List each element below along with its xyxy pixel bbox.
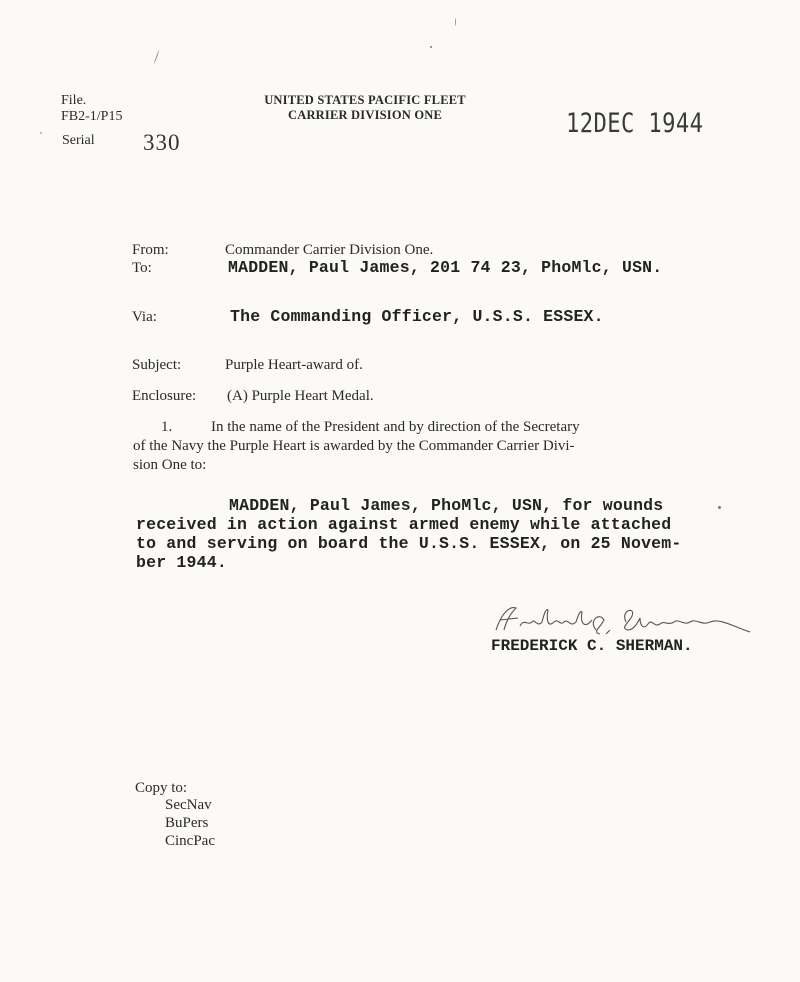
citation xyxy=(136,496,716,572)
citation-line-2: received in action against armed enemy while attached xyxy=(136,515,672,534)
serial-number: 330 xyxy=(143,130,181,155)
via-label: Via: xyxy=(132,309,157,325)
copy-to-label: Copy to: xyxy=(135,780,188,796)
paper-mark xyxy=(718,506,721,509)
paragraph-line-2: of the Navy the Purple Heart is awarded by the Commander Carrier Divi- xyxy=(133,438,575,454)
date-stamp: 12DEC 1944 xyxy=(566,108,704,139)
citation-line-3: to and serving on board the U.S.S. ESSEX, on 25 Novem- xyxy=(136,534,682,553)
paper-mark xyxy=(40,132,42,134)
paper-mark xyxy=(154,50,160,63)
subject-value: Purple Heart-award of. xyxy=(225,357,363,373)
paragraph-line-1: In the name of the President and by direction of the Secretary xyxy=(211,419,580,435)
enclosure-label: Enclosure: xyxy=(132,388,197,404)
from-label: From: xyxy=(132,242,169,258)
file-code: FB2-1/P15 xyxy=(61,109,123,124)
subject-label: Subject: xyxy=(132,357,182,373)
from-value: Commander Carrier Division One. xyxy=(225,242,434,258)
to-label: To: xyxy=(132,260,152,276)
paper-mark xyxy=(430,46,432,48)
to-value: MADDEN, Paul James, 201 74 23, PhoMlc, USN. xyxy=(228,258,663,277)
serial-label: Serial xyxy=(62,133,95,148)
letterhead-line-1: UNITED STATES PACIFIC FLEET xyxy=(264,93,466,107)
handwritten-signature xyxy=(488,600,756,642)
file-label: File. xyxy=(61,93,87,108)
typed-signature: FREDERICK C. SHERMAN. xyxy=(491,637,693,655)
letterhead-line-2: CARRIER DIVISION ONE xyxy=(287,108,443,122)
enclosure-value: (A) Purple Heart Medal. xyxy=(227,388,374,404)
paragraph-number: 1. xyxy=(161,419,173,435)
copy-to-item: SecNav xyxy=(165,797,212,813)
copy-to-item: BuPers xyxy=(165,815,209,831)
citation-line-4: ber 1944. xyxy=(136,553,227,572)
paragraph-1 xyxy=(133,418,673,475)
paragraph-line-3: sion One to: xyxy=(133,457,207,473)
copy-to-item: CincPac xyxy=(165,833,215,849)
paper-mark xyxy=(455,18,456,26)
via-value: The Commanding Officer, U.S.S. ESSEX. xyxy=(230,307,604,326)
citation-line-1: MADDEN, Paul James, PhoMlc, USN, for wounds xyxy=(229,496,664,515)
letterhead xyxy=(258,93,472,123)
